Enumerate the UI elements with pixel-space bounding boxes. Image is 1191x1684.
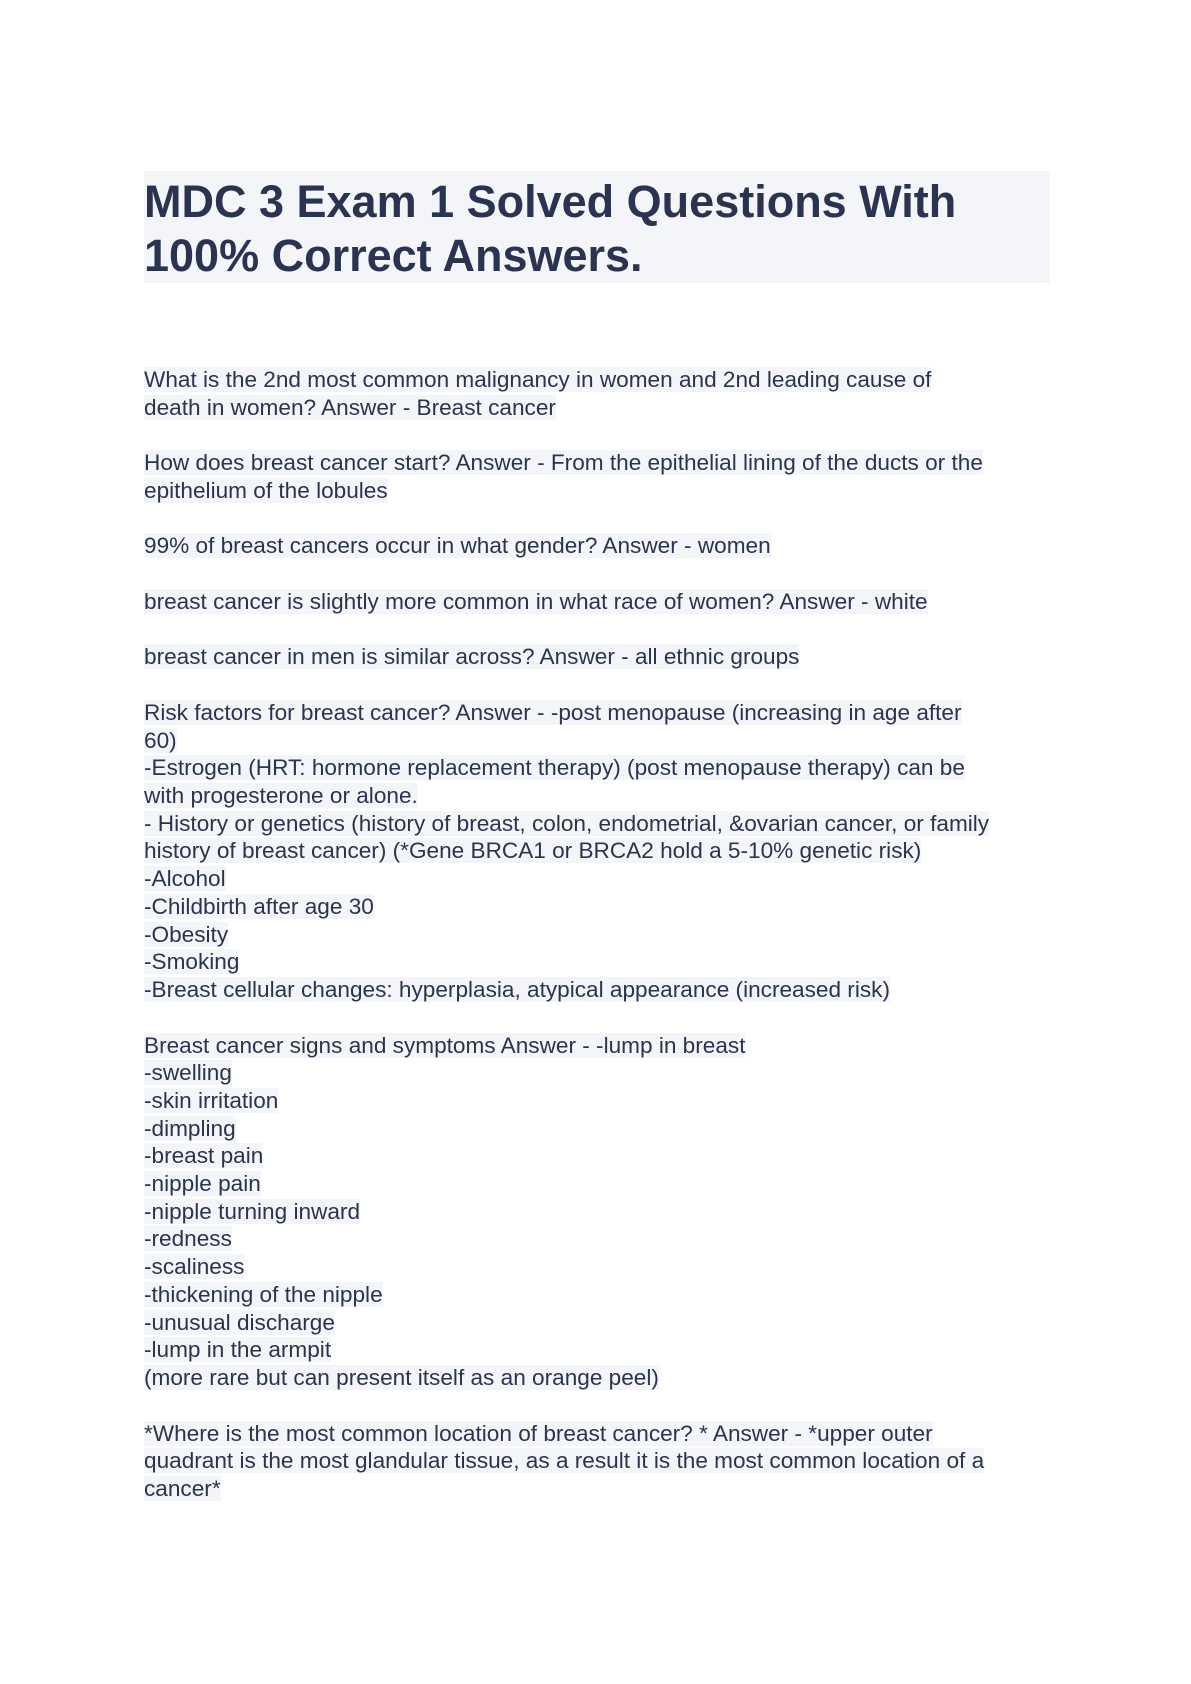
body-line: breast cancer is slightly more common in what race of women? Answer - white — [144, 589, 928, 614]
body-line: Breast cancer signs and symptoms Answer - -lump in breast — [144, 1033, 746, 1058]
body-line: How does breast cancer start? Answer - From the epithelial lining of the ducts or the — [144, 450, 983, 475]
body-line: history of breast cancer) (*Gene BRCA1 or BRCA2 hold a 5-10% genetic risk) — [144, 838, 922, 863]
body-line: What is the 2nd most common malignancy in women and 2nd leading cause of — [144, 367, 932, 392]
body-line: 60) — [144, 728, 177, 753]
body-line: (more rare but can present itself as an orange peel) — [144, 1365, 659, 1390]
body-line: epithelium of the lobules — [144, 478, 388, 503]
body-line: -unusual discharge — [144, 1310, 335, 1335]
body-line: -nipple pain — [144, 1171, 261, 1196]
body-line: -Breast cellular changes: hyperplasia, atypical appearance (increased risk) — [144, 977, 890, 1002]
body-line: -thickening of the nipple — [144, 1282, 383, 1307]
body-line: -Smoking — [144, 949, 240, 974]
body-line: -lump in the armpit — [144, 1337, 332, 1362]
body-line: 99% of breast cancers occur in what gender? Answer - women — [144, 533, 771, 558]
body-line: -Estrogen (HRT: hormone replacement therapy) (post menopause therapy) can be — [144, 755, 965, 780]
body-line: -redness — [144, 1226, 232, 1251]
body-line: -breast pain — [144, 1143, 264, 1168]
body-line: -Obesity — [144, 922, 229, 947]
body-line: Risk factors for breast cancer? Answer - -post menopause (increasing in age after — [144, 700, 962, 725]
document-title-line-1: MDC 3 Exam 1 Solved Questions With — [144, 176, 957, 227]
body-line: breast cancer in men is similar across? Answer - all ethnic groups — [144, 644, 800, 669]
body-line: -Childbirth after age 30 — [144, 894, 374, 919]
body-line: cancer* — [144, 1476, 221, 1501]
body-line: with progesterone or alone. — [144, 783, 418, 808]
body-line: -Alcohol — [144, 866, 226, 891]
document-title-line-2: 100% Correct Answers. — [144, 230, 643, 281]
body-line: -skin irritation — [144, 1088, 279, 1113]
body-line: -scaliness — [144, 1254, 245, 1279]
body-line: *Where is the most common location of breast cancer? * Answer - *upper outer — [144, 1421, 933, 1446]
body-line: quadrant is the most glandular tissue, as a result it is the most common location of a — [144, 1448, 985, 1473]
body-line: -dimpling — [144, 1116, 236, 1141]
body-line: -nipple turning inward — [144, 1199, 361, 1224]
body-line: - History or genetics (history of breast, colon, endometrial, &ovarian cancer, or family — [144, 811, 990, 836]
body-line: death in women? Answer - Breast cancer — [144, 395, 556, 420]
body-line: -swelling — [144, 1060, 232, 1085]
